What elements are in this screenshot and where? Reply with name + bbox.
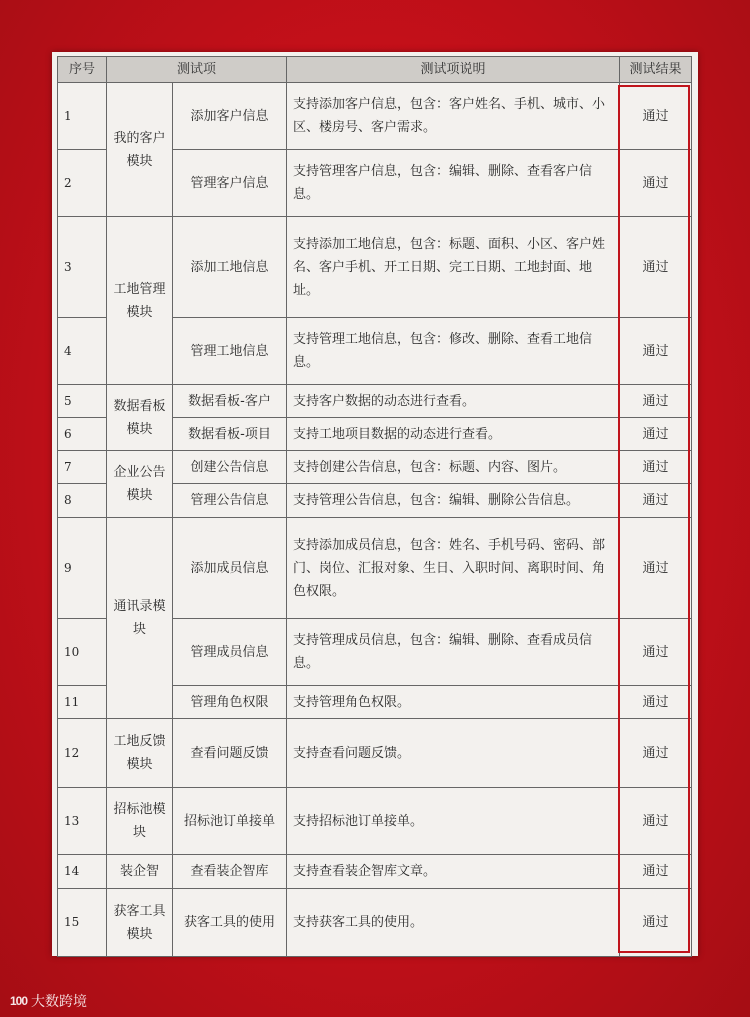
result-cell: 通过 [620,889,692,957]
table-row [58,83,692,150]
module-cell: 工地反馈模块 [107,719,173,788]
watermark-text: 大数跨境 [31,994,88,1010]
row-number: 10 [58,619,107,686]
table-header-row [58,57,692,83]
test-item-cell: 查看问题反馈 [173,719,287,788]
result-cell: 通过 [620,150,692,217]
test-item-cell: 数据看板-项目 [173,418,287,451]
table-row [58,385,692,418]
module-cell: 工地管理模块 [107,217,173,385]
result-cell: 通过 [620,788,692,855]
result-cell: 通过 [620,518,692,619]
test-item-cell: 获客工具的使用 [173,889,287,957]
result-cell: 通过 [620,619,692,686]
row-number: 11 [58,686,107,719]
row-number: 6 [58,418,107,451]
row-number: 13 [58,788,107,855]
watermark [10,991,87,1011]
table-row [58,719,692,788]
test-item-cell: 添加成员信息 [173,518,287,619]
row-number: 3 [58,217,107,318]
document-page [52,52,698,956]
result-cell: 通过 [620,83,692,150]
test-item-cell: 招标池订单接单 [173,788,287,855]
test-item-cell: 添加工地信息 [173,217,287,318]
row-number: 4 [58,318,107,385]
module-cell: 通讯录模块 [107,518,173,719]
row-number: 12 [58,719,107,788]
watermark-logo: 100 [10,994,28,1008]
description-cell: 支持管理角色权限。 [287,686,620,719]
description-cell: 支持查看问题反馈。 [287,719,620,788]
module-cell: 数据看板模块 [107,385,173,451]
description-cell: 支持客户数据的动态进行查看。 [287,385,620,418]
table-row [58,788,692,855]
description-cell: 支持管理客户信息，包含：编辑、删除、查看客户信息。 [287,150,620,217]
result-cell: 通过 [620,318,692,385]
result-cell: 通过 [620,686,692,719]
result-cell: 通过 [620,855,692,889]
result-cell: 通过 [620,418,692,451]
table-row [58,217,692,318]
header-test-item: 测试项 [107,57,287,83]
module-cell: 企业公告模块 [107,451,173,518]
module-cell: 我的客户模块 [107,83,173,217]
test-results-table [57,56,692,957]
description-cell: 支持创建公告信息，包含：标题、内容、图片。 [287,451,620,484]
description-cell: 支持管理工地信息，包含：修改、删除、查看工地信息。 [287,318,620,385]
test-item-cell: 添加客户信息 [173,83,287,150]
description-cell: 支持添加工地信息，包含：标题、面积、小区、客户姓名、客户手机、开工日期、完工日期、工地封面、地址。 [287,217,620,318]
row-number: 1 [58,83,107,150]
result-cell: 通过 [620,451,692,484]
table-row [58,518,692,619]
result-cell: 通过 [620,719,692,788]
table-row [58,451,692,484]
description-cell: 支持管理成员信息，包含：编辑、删除、查看成员信息。 [287,619,620,686]
module-cell: 获客工具模块 [107,889,173,957]
row-number: 9 [58,518,107,619]
header-description: 测试项说明 [287,57,620,83]
row-number: 2 [58,150,107,217]
result-cell: 通过 [620,217,692,318]
module-cell: 招标池模块 [107,788,173,855]
row-number: 15 [58,889,107,957]
test-item-cell: 管理公告信息 [173,484,287,518]
test-item-cell: 管理客户信息 [173,150,287,217]
description-cell: 支持添加成员信息，包含：姓名、手机号码、密码、部门、岗位、汇报对象、生日、入职时间、离职时间、角色权限。 [287,518,620,619]
test-item-cell: 管理工地信息 [173,318,287,385]
header-result: 测试结果 [620,57,692,83]
description-cell: 支持招标池订单接单。 [287,788,620,855]
result-cell: 通过 [620,484,692,518]
test-item-cell: 创建公告信息 [173,451,287,484]
module-cell: 装企智 [107,855,173,889]
result-cell: 通过 [620,385,692,418]
table-row [58,855,692,889]
description-cell: 支持查看装企智库文章。 [287,855,620,889]
row-number: 8 [58,484,107,518]
row-number: 7 [58,451,107,484]
description-cell: 支持添加客户信息，包含：客户姓名、手机、城市、小区、楼房号、客户需求。 [287,83,620,150]
test-item-cell: 管理成员信息 [173,619,287,686]
header-no: 序号 [58,57,107,83]
test-item-cell: 管理角色权限 [173,686,287,719]
description-cell: 支持管理公告信息，包含：编辑、删除公告信息。 [287,484,620,518]
test-item-cell: 数据看板-客户 [173,385,287,418]
row-number: 5 [58,385,107,418]
row-number: 14 [58,855,107,889]
table-row [58,889,692,957]
description-cell: 支持获客工具的使用。 [287,889,620,957]
description-cell: 支持工地项目数据的动态进行查看。 [287,418,620,451]
test-item-cell: 查看装企智库 [173,855,287,889]
